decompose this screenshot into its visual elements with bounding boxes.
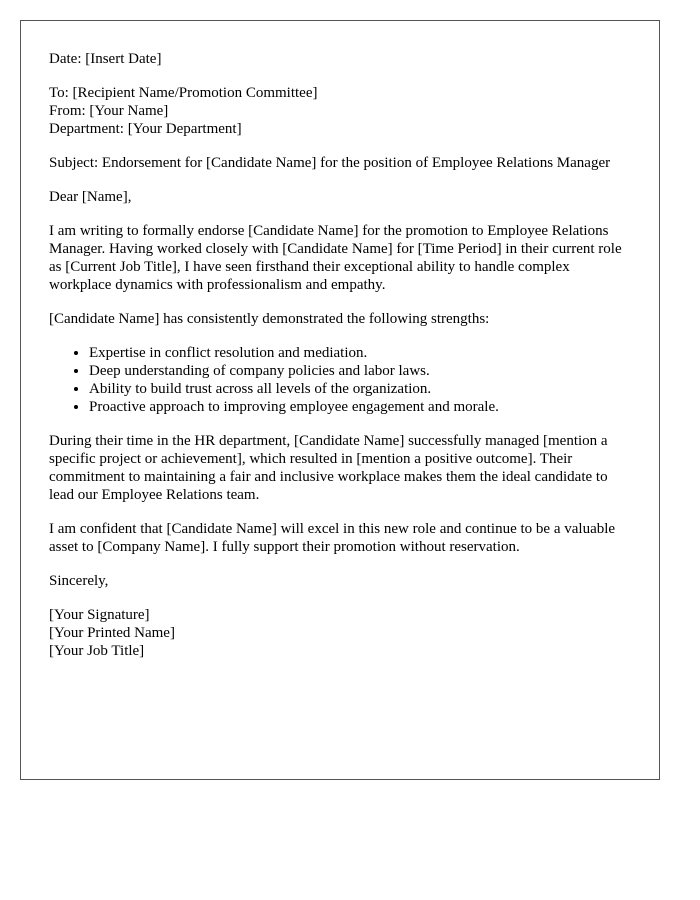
sender-line: From: [Your Name] bbox=[49, 103, 169, 119]
letter-page bbox=[20, 20, 660, 780]
list-item: • Ability to build trust across all levels of the organization. bbox=[89, 380, 631, 398]
body-paragraph-3: I am confident that [Candidate Name] will excel in this new role and continue to be a valuable asset to [Company Name]. I fully support their promotion without reservation. bbox=[49, 521, 616, 555]
body-paragraph-2: During their time in the HR department, [Candidate Name] successfully managed [mention a specific project or achievement], which resulted in [mention a positive outcome]. Their commitment to maintaining a fair and inclusive workplace makes them the ideal candidate to lead our Employee Relations team. bbox=[49, 433, 608, 503]
job-title-line: [Your Job Title] bbox=[49, 643, 145, 659]
signature-line: [Your Signature] bbox=[49, 607, 150, 623]
list-item: • Expertise in conflict resolution and mediation. bbox=[89, 344, 631, 362]
subject-line: Subject: Endorsement for [Candidate Name] for the position of Employee Relations Manager bbox=[49, 155, 611, 171]
body-paragraph-1: I am writing to formally endorse [Candidate Name] for the promotion to Employee Relations Manager. Having worked closely with [Candidate Name] for [Time Period] in their current role as [Current Job Title], I have seen firsthand their exceptional ability to handle complex workplace dynamics with professionalism and empathy. bbox=[49, 223, 622, 293]
address-block bbox=[49, 84, 631, 138]
closing: Sincerely, bbox=[49, 573, 109, 589]
list-item: • Deep understanding of company policies and labor laws. bbox=[89, 362, 631, 380]
department-line: Department: [Your Department] bbox=[49, 121, 242, 137]
strengths-intro: [Candidate Name] has consistently demonstrated the following strengths: bbox=[49, 311, 490, 327]
date-line: Date: [Insert Date] bbox=[49, 51, 162, 67]
signature-block bbox=[49, 606, 631, 660]
printed-name-line: [Your Printed Name] bbox=[49, 625, 175, 641]
recipient-line: To: [Recipient Name/Promotion Committee] bbox=[49, 85, 318, 101]
list-item: • Proactive approach to improving employee engagement and morale. bbox=[89, 398, 631, 416]
strengths-list bbox=[49, 344, 631, 416]
greeting: Dear [Name], bbox=[49, 189, 132, 205]
date-block bbox=[49, 50, 631, 68]
